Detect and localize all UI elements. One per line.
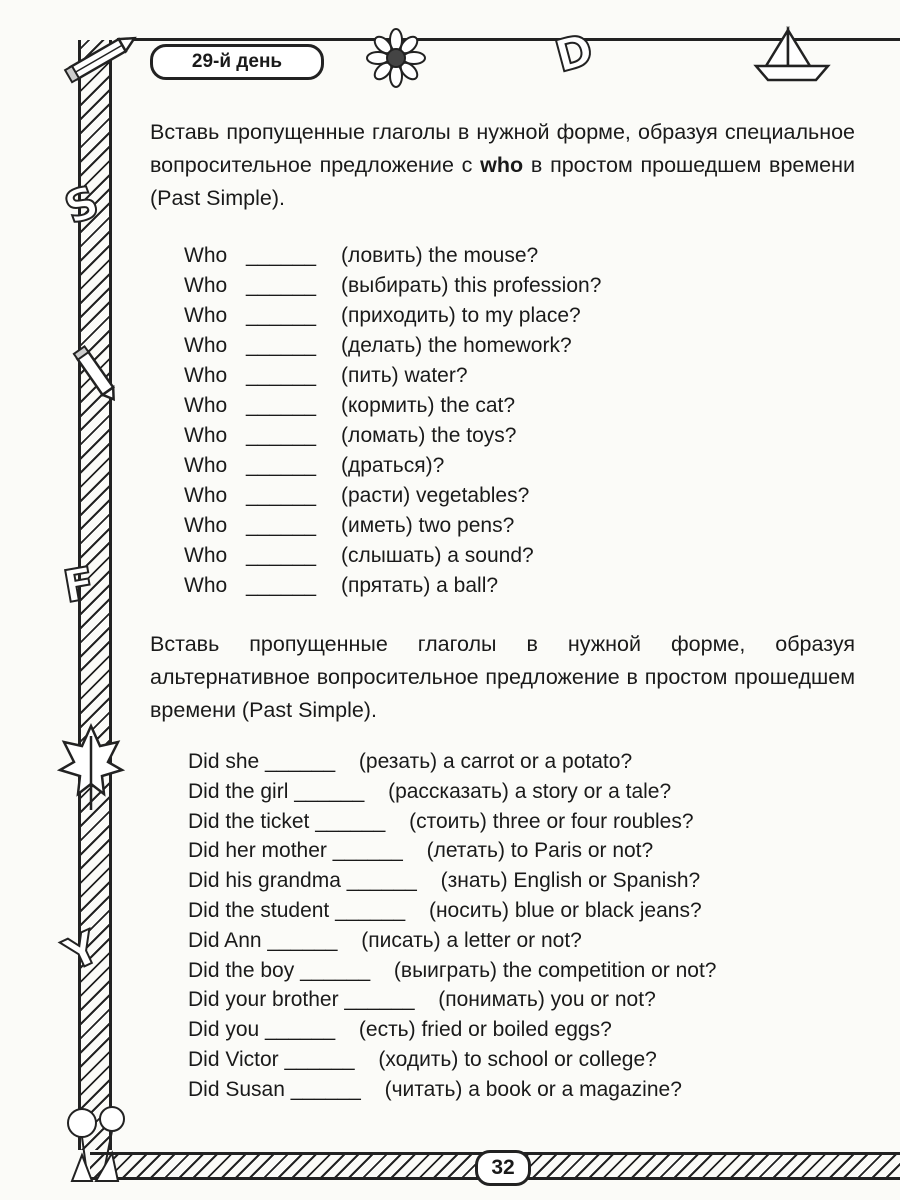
- answer-blank[interactable]: ______: [315, 809, 386, 833]
- answer-blank[interactable]: ______: [300, 958, 371, 982]
- list-item: Did the girl ______ (рассказать) a story or a tale?: [188, 777, 716, 807]
- list-item: Did Susan ______ (читать) a book or a magazine?: [188, 1075, 716, 1105]
- answer-blank[interactable]: ______: [246, 244, 317, 267]
- answer-blank[interactable]: ______: [246, 394, 317, 417]
- list-item: Who ______ (слышать) a sound?: [184, 541, 601, 571]
- letter-s-decoration: S: [58, 176, 106, 235]
- list-item: Did your brother ______ (понимать) you or not?: [188, 985, 716, 1015]
- list-item: Who ______ (ломать) the toys?: [184, 421, 601, 451]
- task2-list: [188, 747, 716, 1105]
- answer-blank[interactable]: ______: [246, 334, 317, 357]
- answer-blank[interactable]: ______: [335, 898, 406, 922]
- list-item: Who ______ (приходить) to my place?: [184, 301, 601, 331]
- answer-blank[interactable]: ______: [246, 574, 317, 597]
- page-number: 32: [475, 1150, 531, 1186]
- answer-blank[interactable]: ______: [246, 424, 317, 447]
- answer-blank[interactable]: ______: [284, 1047, 355, 1071]
- list-item: Who ______ (драться)?: [184, 451, 601, 481]
- list-item: Did she ______ (резать) a carrot or a potato?: [188, 747, 716, 777]
- list-item: Who ______ (ловить) the mouse?: [184, 241, 601, 271]
- pencil-icon: [66, 330, 126, 420]
- list-item: Did his grandma ______ (знать) English or Spanish?: [188, 866, 716, 896]
- paper-boat-icon: [752, 26, 832, 86]
- answer-blank[interactable]: ______: [265, 1018, 336, 1042]
- day-badge: 29-й день: [150, 44, 324, 80]
- list-item: Did Victor ______ (ходить) to school or college?: [188, 1045, 716, 1075]
- answer-blank[interactable]: ______: [246, 304, 317, 327]
- list-item: Who ______ (расти) vegetables?: [184, 481, 601, 511]
- list-item: Did her mother ______ (летать) to Paris or not?: [188, 836, 716, 866]
- list-item: Did the student ______ (носить) blue or black jeans?: [188, 896, 716, 926]
- list-item: Who ______ (кормить) the cat?: [184, 391, 601, 421]
- task1-instruction: Вставь пропущенные глаголы в нужной форме, образуя специальное вопросительное предложение с who в простом прошедшем времени (Past Simple).: [150, 120, 856, 210]
- answer-blank[interactable]: ______: [294, 779, 365, 803]
- letter-f-decoration: F: [59, 557, 99, 614]
- list-item: Who ______ (пить) water?: [184, 361, 601, 391]
- list-item: Who ______ (делать) the homework?: [184, 331, 601, 361]
- leaf-icon: [56, 722, 126, 812]
- task2-instruction: Вставь пропущенные глаголы в нужной форме, образуя альтернативное вопросительное предложение в простом прошедшем времени (Past Simple).: [150, 632, 855, 722]
- answer-blank[interactable]: ______: [290, 1077, 361, 1101]
- pencil-icon: [62, 28, 142, 88]
- letter-y-decoration: Y: [56, 921, 108, 982]
- answer-blank[interactable]: ______: [265, 750, 336, 773]
- dandelion-icon: [52, 1095, 142, 1185]
- answer-blank[interactable]: ______: [332, 839, 403, 863]
- answer-blank[interactable]: ______: [246, 484, 317, 507]
- answer-blank[interactable]: ______: [267, 928, 338, 952]
- answer-blank[interactable]: ______: [246, 514, 317, 537]
- keyword-who: who: [480, 153, 524, 177]
- list-item: Who ______ (выбирать) this profession?: [184, 271, 601, 301]
- flower-icon: [366, 28, 426, 88]
- answer-blank[interactable]: ______: [344, 988, 415, 1012]
- list-item: Did the boy ______ (выиграть) the competition or not?: [188, 956, 716, 986]
- letter-d-decoration: D: [550, 24, 599, 83]
- list-item: Who ______ (прятать) a ball?: [184, 571, 601, 601]
- answer-blank[interactable]: ______: [246, 454, 317, 477]
- answer-blank[interactable]: ______: [246, 274, 317, 297]
- answer-blank[interactable]: ______: [246, 544, 317, 567]
- list-item: Who ______ (иметь) two pens?: [184, 511, 601, 541]
- task1-list: [184, 241, 601, 601]
- list-item: Did the ticket ______ (стоить) three or four roubles?: [188, 807, 716, 837]
- answer-blank[interactable]: ______: [346, 869, 417, 893]
- answer-blank[interactable]: ______: [246, 364, 317, 387]
- list-item: Did you ______ (есть) fried or boiled eggs?: [188, 1015, 716, 1045]
- list-item: Did Ann ______ (писать) a letter or not?: [188, 926, 716, 956]
